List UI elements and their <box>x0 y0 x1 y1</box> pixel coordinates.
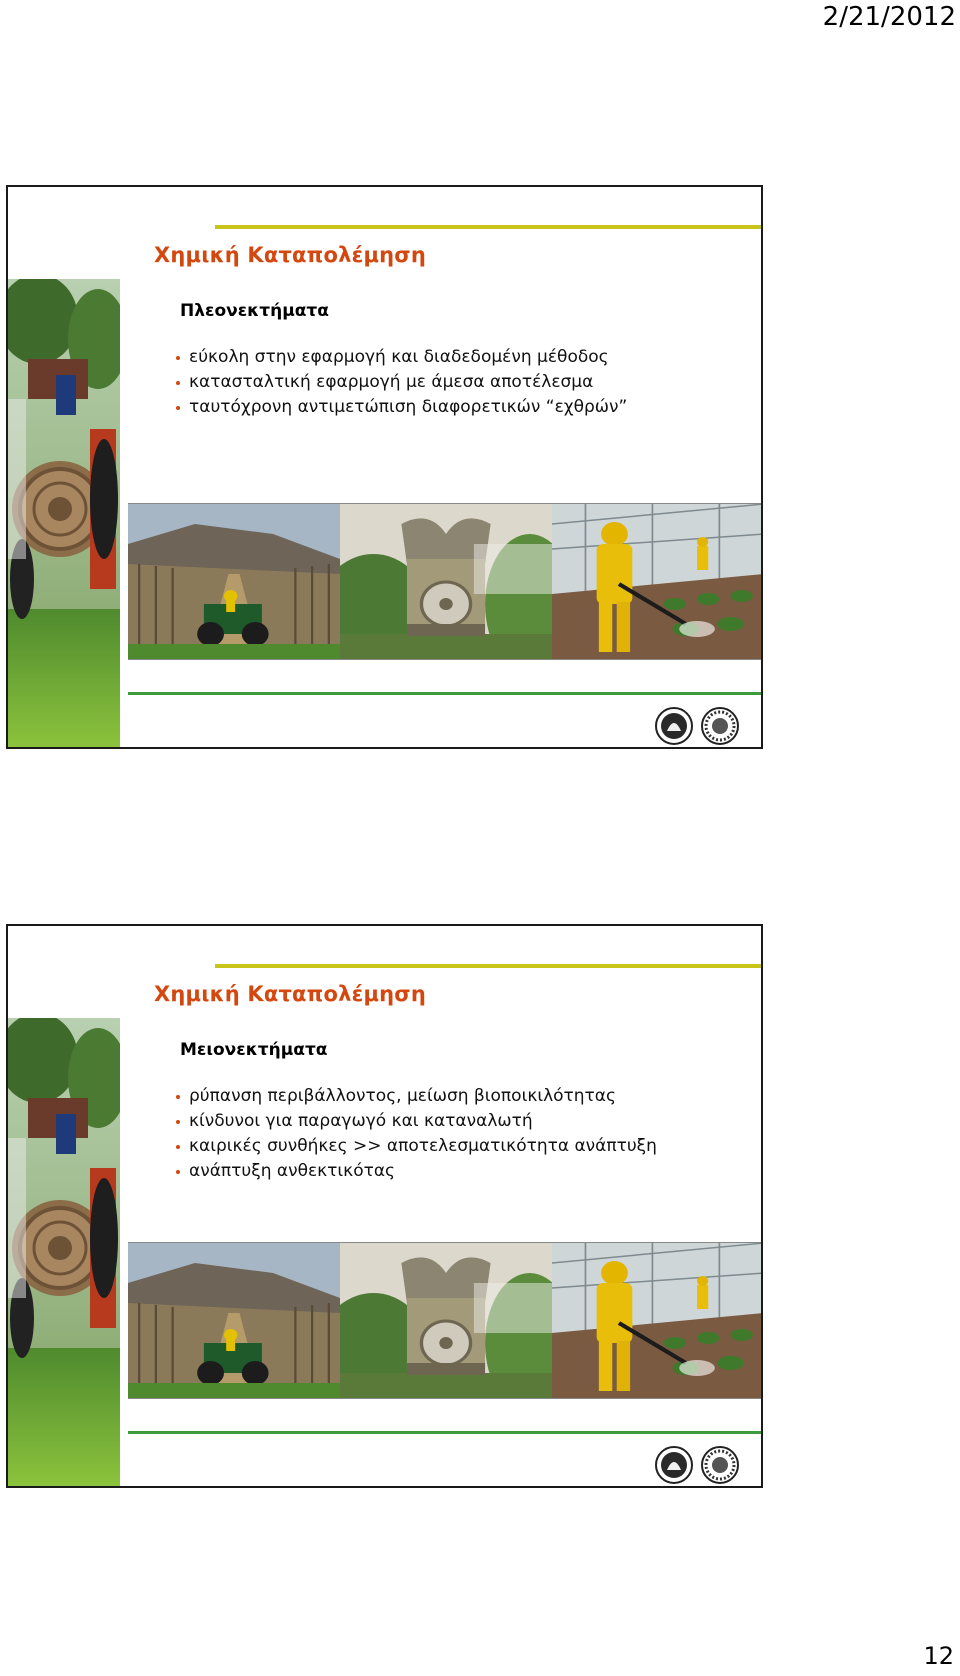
photo-strip <box>128 503 763 660</box>
bullet-item: εύκολη στην εφαρμογή και διαδεδομένη μέθοδος <box>176 345 627 370</box>
institute-seal-logo <box>701 1446 739 1484</box>
bottom-divider-line <box>128 1431 761 1434</box>
page-number: 12 <box>923 1642 954 1670</box>
university-seal-logo <box>655 1446 693 1484</box>
slide-subtitle: Μειονεκτήματα <box>180 1040 328 1060</box>
slide-title: Χημική Καταπολέμηση <box>154 982 427 1006</box>
air-blast-sprayer-photo <box>340 1243 552 1398</box>
air-blast-sprayer-photo <box>340 504 552 659</box>
tractor-sprayer-photo <box>8 279 120 749</box>
greenhouse-spraying-photo <box>552 504 763 659</box>
slide-disadvantages <box>6 924 763 1488</box>
orchard-tractor-photo <box>128 1243 340 1398</box>
slide-subtitle: Πλεονεκτήματα <box>180 301 329 321</box>
bullet-item: ανάπτυξη ανθεκτικότας <box>176 1159 657 1184</box>
university-seal-logo <box>655 707 693 745</box>
bullet-item: καιρικές συνθήκες >> αποτελεσματικότητα ανάπτυξη <box>176 1134 657 1159</box>
photo-strip <box>128 1242 763 1399</box>
bullet-item: ταυτόχρονη αντιμετώπιση διαφορετικών “εχθρών” <box>176 395 627 420</box>
orchard-tractor-photo <box>128 504 340 659</box>
slide-advantages <box>6 185 763 749</box>
tractor-sprayer-photo <box>8 1018 120 1488</box>
top-divider-line <box>215 225 761 229</box>
bullet-list <box>176 1084 657 1184</box>
bottom-divider-line <box>128 692 761 695</box>
bullet-item: ρύπανση περιβάλλοντος, μείωση βιοποικιλότητας <box>176 1084 657 1109</box>
logo-group <box>655 1446 739 1484</box>
bullet-item: κατασταλτική εφαρμογή με άμεσα αποτέλεσμα <box>176 370 627 395</box>
page-date: 2/21/2012 <box>822 2 956 32</box>
bullet-item: κίνδυνοι για παραγωγό και καταναλωτή <box>176 1109 657 1134</box>
slide-title: Χημική Καταπολέμηση <box>154 243 427 267</box>
greenhouse-spraying-photo <box>552 1243 763 1398</box>
top-divider-line <box>215 964 761 968</box>
institute-seal-logo <box>701 707 739 745</box>
logo-group <box>655 707 739 745</box>
bullet-list <box>176 345 627 420</box>
